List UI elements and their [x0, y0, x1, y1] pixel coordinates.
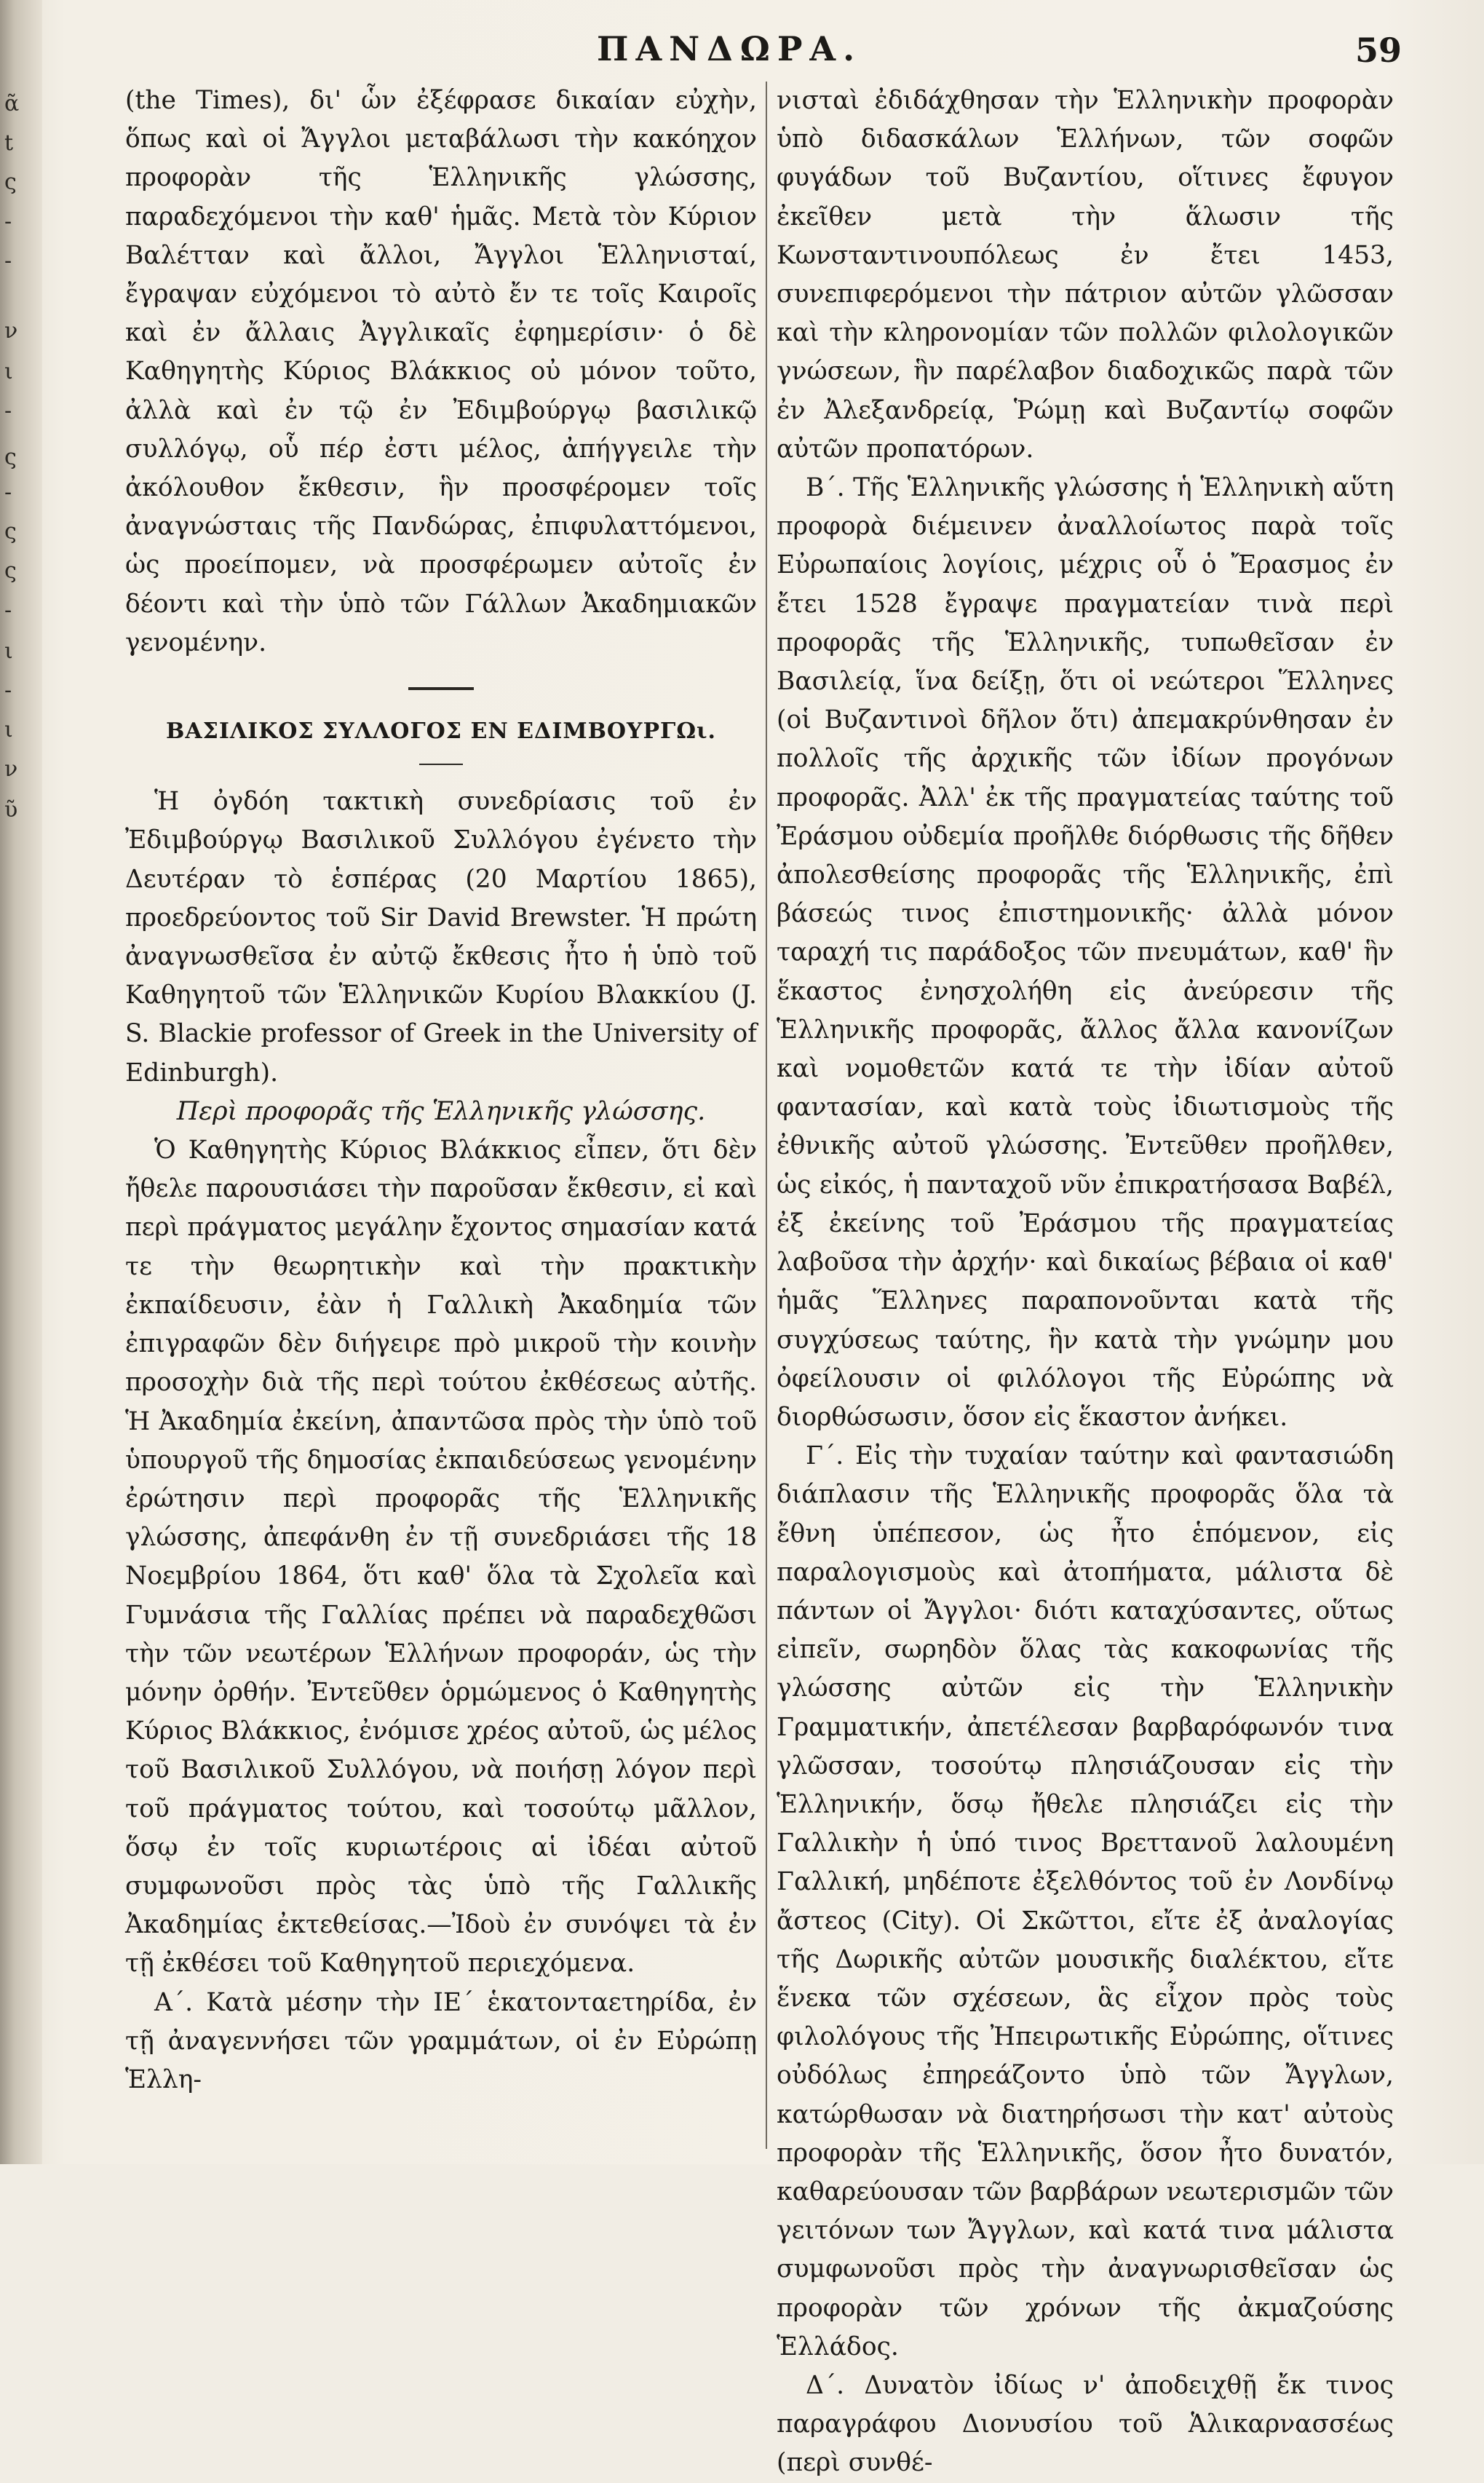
heading-divider	[419, 764, 463, 765]
gutter-mark: ι	[4, 717, 13, 742]
gutter-mark: ς	[4, 519, 17, 544]
gutter-mark: ι	[4, 638, 13, 664]
continuation-paragraph: (the Times), δι' ὧν ἐξέφρασε δικαίαν εὐχὴν, ὅπως καὶ οἱ Ἄγγλοι μεταβάλωσι τὴν κακόηχον προφορὰν τῆς Ἑλληνικῆς γλώσσης, παραδεχόμενοι τὴν καθ' ἡμᾶς. Μετὰ τὸν Κύριον Βαλέτταν καὶ ἄλλοι, Ἄγγλοι Ἑλληνισταί, ἔγραψαν εὐχόμενοι τὸ αὐτὸ ἔν τε τοῖς Καιροῖς καὶ ἐν ἄλλαις Ἀγγλικαῖς ἐφημερίσιν· ὁ δὲ Καθηγητὴς Κύριος Βλάκκιος οὐ μόνον τοῦτο, ἀλλὰ καὶ ἐν τῷ ἐν Ἐδιμβούργῳ βασιλικῷ συλλόγῳ, οὗ πέρ ἐστι μέλος, ἀπήγγειλε τὴν ἀκόλουθον ἔκθεσιν, ἣν προσφέρομεν τοῖς ἀναγνώσταις τῆς Πανδώρας, ἐπιφυλαττόμενοι, ὡς προείπομεν, νὰ προσφέρωμεν αὐτοῖς ἐν δέοντι καὶ τὴν ὑπὸ τῶν Γάλλων Ἀκαδημιακῶν γενομένην.	[125, 86, 757, 657]
gutter-mark: ν	[4, 318, 18, 344]
point-c-paragraph: Γ΄. Εἰς τὴν τυχαίαν ταύτην καὶ φαντασιώδη διάπλασιν τῆς Ἑλληνικῆς προφορᾶς ὅλα τὰ ἔθνη ὑπέπεσον, ὡς ἦτο ἑπόμενον, εἰς παραλογισμοὺς καὶ ἀτοπήματα, μάλιστα δὲ πάντων οἱ Ἄγγλοι· διότι καταχύσαντες, οὕτως εἰπεῖν, σωρηδὸν ὅλας τὰς κακοφωνίας τῆς γλώσσης αὐτῶν εἰς τὴν Ἑλληνικὴν Γραμματικήν, ἀπετέλεσαν βαρβαρόφωνόν τινα γλῶσσαν, τοσούτῳ πλησιάζουσαν εἰς τὴν Ἑλληνικήν, ὅσῳ ἤθελε πλησιάζει εἰς τὴν Γαλλικὴν ἡ ὑπό τινος Βρεττανοῦ λαλουμένη Γαλλική, μηδέποτε ἐξελθόντος τοῦ ἐν Λονδίνῳ ἄστεος (City). Οἱ Σκῶττοι, εἴτε ἐξ ἀναλογίας τῆς Δωρικῆς αὐτῶν μουσικῆς διαλέκτου, εἴτε ἕνεκα τῶν σχέσεων, ἃς εἶχον πρὸς τοὺς φιλολόγους τῆς Ἠπειρωτικῆς Εὐρώπης, οἵτινες οὐδόλως ἐπηρεάζοντο ὑπὸ τῶν Ἄγγλων, κατώρθωσαν νὰ διατηρήσωσι τὴν κατ' αὐτοὺς προφορὰν τῆς Ἑλληνικῆς, ὅσον ἦτο δυνατόν, καθαρεύουσαν τῶν βαρβάρων νεωτερισμῶν τῶν γειτόνων των Ἄγγλων, καὶ κατά τινα μάλιστα συμφωνοῦσι πρὸς τὴν ἀναγνωρισθεῖσαν ὡς προφορὰν τῶν χρόνων τῆς ἀκμαζούσης Ἑλλάδος.	[777, 1441, 1394, 2361]
gutter-mark: ς	[4, 558, 17, 584]
facing-page-gutter	[0, 0, 42, 2164]
gutter-mark: -	[4, 678, 12, 703]
left-column	[125, 82, 757, 2099]
meeting-paragraph: Ἡ ὀγδόη τακτικὴ συνεδρίασις τοῦ ἐν Ἐδιμβούργῳ Βασιλικοῦ Συλλόγου ἐγένετο τὴν Δευτέραν τὸ ἑσπέρας (20 Μαρτίου 1865), προεδρεύοντος τοῦ Sir David Brewster. Ἡ πρώτη ἀναγνωσθεῖσα ἐν αὐτῷ ἔκθεσις ἦτο ἡ ὑπὸ τοῦ Καθηγητοῦ τῶν Ἑλληνικῶν Κυρίου Βλακκίου (J. S. Blackie professor of Greek in the University of Edinburgh).	[125, 787, 757, 1088]
gutter-mark: -	[4, 209, 12, 234]
speech-paragraph: Ὁ Καθηγητὴς Κύριος Βλάκκιος εἶπεν, ὅτι δὲν ἤθελε παρουσιάσει τὴν παροῦσαν ἔκθεσιν, εἰ καὶ περὶ πράγματος μεγάλην ἔχοντος σημασίαν κατά τε τὴν θεωρητικὴν καὶ τὴν πρακτικὴν ἐκπαίδευσιν, ἐὰν ἡ Γαλλικὴ Ἀκαδημία τῶν ἐπιγραφῶν δὲν διήγειρε πρὸ μικροῦ τὴν κοινὴν προσοχὴν διὰ τῆς περὶ τούτου ἐκθέσεως αὐτῆς. Ἡ Ἀκαδημία ἐκείνη, ἀπαντῶσα πρὸς τὴν ὑπὸ τοῦ ὑπουργοῦ τῆς δημοσίας ἐκπαιδεύσεως γενομένην ἐρώτησιν περὶ προφορᾶς τῆς Ἑλληνικῆς γλώσσης, ἀπεφάνθη ἐν τῇ συνεδριάσει τῆς 18 Νοεμβρίου 1864, ὅτι καθ' ὅλα τὰ Σχολεῖα καὶ Γυμνάσια τῆς Γαλλίας πρέπει νὰ παραδεχθῶσι τὴν τῶν νεωτέρων Ἑλλήνων προφοράν, ὡς τὴν μόνην ὀρθήν. Ἐντεῦθεν ὁρμώμενος ὁ Καθηγητὴς Κύριος Βλάκκιος, ἐνόμισε χρέος αὐτοῦ, ὡς μέλος τοῦ Βασιλικοῦ Συλλόγου, νὰ ποιήσῃ λόγον περὶ τοῦ πράγματος τούτου, καὶ τοσούτῳ μᾶλλον, ὅσῳ ἐν τοῖς κυριωτέροις αἱ ἰδέαι αὐτοῦ συμφωνοῦσι πρὸς τὰς ὑπὸ τῆς Γαλλικῆς Ἀκαδημίας ἐκτεθείσας.—Ἰδοὺ ἐν συνόψει τὰ ἐν τῇ ἐκθέσει τοῦ Καθηγητοῦ περιεχόμενα.	[125, 1136, 757, 1979]
gutter-mark: -	[4, 398, 12, 424]
page-number: 59	[1355, 31, 1402, 70]
point-a-continued-paragraph: νισταὶ ἐδιδάχθησαν τὴν Ἑλληνικὴν προφορὰν ὑπὸ διδασκάλων Ἑλλήνων, τῶν σοφῶν φυγάδων τοῦ Βυζαντίου, οἵτινες ἔφυγον ἐκεῖθεν μετὰ τὴν ἅλωσιν τῆς Κωνσταντινουπόλεως ἐν ἔτει 1453, συνεπιφερόμενοι τὴν πάτριον αὐτῶν γλῶσσαν καὶ τὴν κληρονομίαν τῶν πολλῶν φιλολογικῶν γνώσεων, ἣν παρέλαβον διαδοχικῶς παρὰ τῶν ἐν Ἀλεξανδρείᾳ, Ῥώμῃ καὶ Βυζαντίῳ σοφῶν αὐτῶν προπατόρων.	[777, 86, 1394, 464]
column-divider	[766, 82, 767, 2149]
gutter-mark: -	[4, 248, 12, 274]
lecture-subtitle: Περὶ προφορᾶς τῆς Ἑλληνικῆς γλώσσης.	[176, 1096, 706, 1126]
point-b-paragraph: Β΄. Τῆς Ἑλληνικῆς γλώσσης ἡ Ἑλληνικὴ αὕτη προφορὰ διέμεινεν ἀναλλοίωτος παρὰ τοῖς Εὐρωπαίοις λογίοις, μέχρις οὗ ὁ Ἔρασμος ἐν ἔτει 1528 ἔγραψε πραγματείαν τινὰ περὶ προφορᾶς τῆς Ἑλληνικῆς, τυπωθεῖσαν ἐν Βασιλείᾳ, ἵνα δείξῃ, ὅτι οἱ νεώτεροι Ἕλληνες (οἱ Βυζαντινοὶ δῆλον ὅτι) ἀπεμακρύνθησαν ἐν πολλοῖς τῆς ἀρχικῆς τῶν ἰδίων προγόνων προφορᾶς. Ἀλλ' ἐκ τῆς πραγματείας ταύτης τοῦ Ἐράσμου οὐδεμία προῆλθε διόρθωσις τῆς δῆθεν ἀπολεσθείσης προφορᾶς τῆς Ἑλληνικῆς, ἐπὶ βάσεώς τινος ἐπιστημονικῆς· ἀλλὰ μόνον ταραχή τις παράδοξος τῶν πνευμάτων, καθ' ἣν ἕκαστος ἐνησχολήθη εἰς ἀνεύρεσιν τῆς Ἑλληνικῆς προφορᾶς, ἄλλος ἄλλα κανονίζων καὶ νομοθετῶν κατά τε τὴν ἰδίαν αὐτοῦ φαντασίαν, καὶ κατὰ τοὺς ἰδιωτισμοὺς τῆς ἐθνικῆς αὐτοῦ γλώσσης. Ἐντεῦθεν προῆλθεν, ὡς εἰκός, ἡ πανταχοῦ νῦν ἐπικρατήσασα Βαβέλ, ἐξ ἐκείνης τοῦ Ἐράσμου τῆς πραγματείας λαβοῦσα τὴν ἀρχήν· καὶ δικαίως βέβαια οἱ καθ' ἡμᾶς Ἕλληνες παραπονοῦνται κατὰ τῆς συγχύσεως ταύτης, ἣν κατὰ τὴν γνώμην μου ὀφείλουσιν οἱ φιλόλογοι τῆς Εὐρώπης νὰ διορθώσωσιν, ὅσον εἰς ἕκαστον ἀνήκει.	[777, 473, 1394, 1432]
gutter-mark: ν	[4, 756, 18, 782]
point-a-paragraph: Α΄. Κατὰ μέσην τὴν ΙΕ΄ ἑκατονταετηρίδα, ἐν τῇ ἀναγεννήσει τῶν γραμμάτων, οἱ ἐν Εὐρώπῃ Ἑλλη-	[125, 1987, 757, 2094]
gutter-mark: ς	[4, 170, 17, 195]
gutter-mark: ς	[4, 445, 17, 470]
gutter-mark: -	[4, 598, 12, 623]
point-d-paragraph: Δ΄. Δυνατὸν ἰδίως ν' ἀποδειχθῇ ἔκ τινος παραγράφου Διονυσίου τοῦ Ἁλικαρνασσέως (περὶ συνθέ-	[777, 2370, 1394, 2478]
gutter-mark: ᾶ	[4, 91, 20, 116]
gutter-mark: t	[4, 130, 14, 156]
section-divider	[408, 687, 474, 690]
gutter-mark: ῦ	[4, 797, 18, 823]
running-title: ΠΑΝΔΩΡΑ.	[597, 29, 862, 68]
right-column	[777, 82, 1394, 2483]
gutter-mark: ι	[4, 359, 13, 384]
gutter-mark: -	[4, 480, 12, 505]
section-heading: ΒΑΣΙΛΙΚΟΣ ΣΥΛΛΟΓΟΣ ΕΝ ΕΔΙΜΒΟΥΡΓΩι.	[166, 718, 716, 745]
